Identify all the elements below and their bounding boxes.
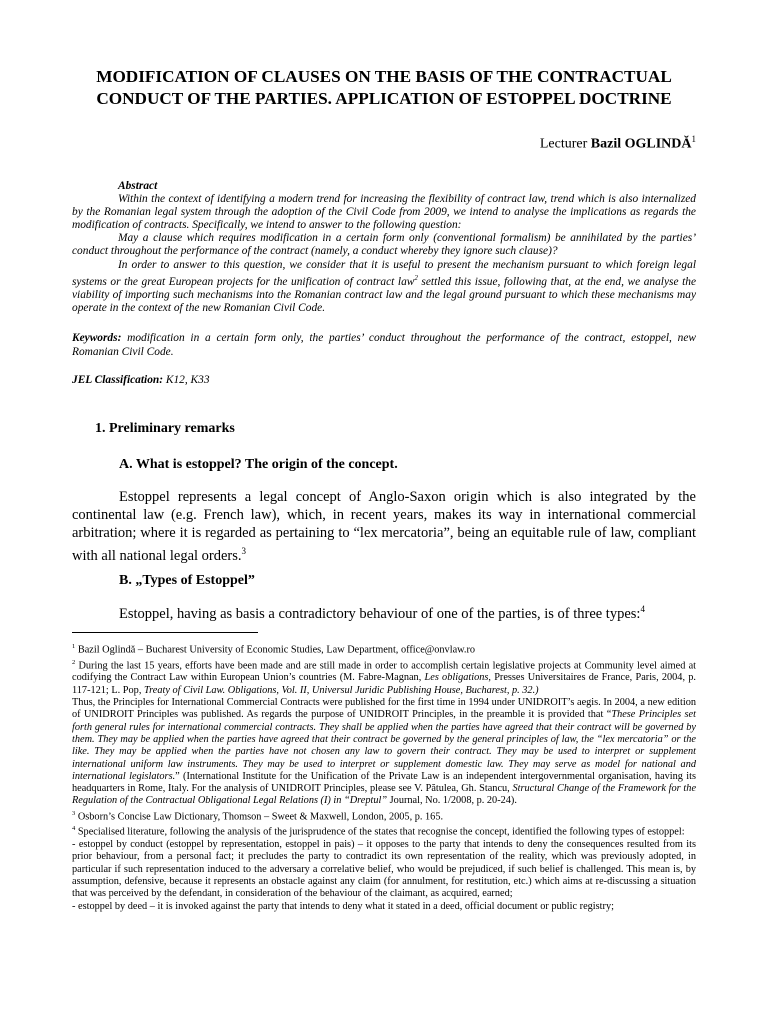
jel-label: JEL Classification:	[72, 374, 164, 386]
footnote-4-item-conduct: - estoppel by conduct (estoppel by representation, estoppel in pais) – it opposes to the party that intends to deny the consequences resulted from its prior behaviour, from a personal fact; it precludes the party to contradict its own representation of the reality, which was previously adopted, in particular if such representation induced to the adversary a correlative belief, who would be prejudiced, if such belief is challenged. This mean is, by assumption, defensive, because it represents an obstacle against any claim (for annulment, for restitution, etc.) which aims at re-discussing a situation that was perceived by the defendant, in consideration of the behaviour of the claimant, as acquired, earned;	[72, 839, 696, 900]
abstract	[72, 180, 696, 315]
footnote-ref-4: 4	[640, 604, 645, 614]
subsection-heading-estoppel-origin: A. What is estoppel? The origin of the concept.	[119, 457, 398, 472]
abstract-paragraph-1: Within the context of identifying a modern trend for increasing the flexibility of contract law, trend which is also internalized by the Romanian legal system through the adoption of the Civil Code from 2009, we intend to analyse the implications as regards the modification of contracts. Specifically, we intend to answer to the following question:	[72, 193, 696, 232]
author-role: Lecturer	[539, 136, 588, 152]
footnotes	[72, 641, 696, 913]
jel-value: K12, K33	[163, 374, 210, 386]
section-heading-preliminary: 1. Preliminary remarks	[95, 421, 235, 436]
subsection-heading-types: B. „Types of Estoppel”	[119, 573, 255, 588]
abstract-heading: Abstract	[118, 180, 158, 192]
footnote-3: $^3$ Osborn’s Concise Law Dictionary, Thomson – Sweet & Maxwell, London, 2005, p. 165.	[72, 809, 444, 823]
body-paragraph-estoppel: Estoppel represents a legal concept of Anglo-Saxon origin which is also integrated by the continental law (e.g. French law), which, in recent years, makes its way in international commercial arbitration; where it is regarded as pertaining to “lex mercatoria”, being an equitable rule of law, compliant with all national legal orders.$^3$	[72, 489, 696, 564]
footnote-2: $^2$ During the last 15 years, efforts have been made and are still made in order to accomplish certain legislative projects at Community level aimed at codifying the Contract Law within European Union’s countries (M. Fabre-Magnan, Les obligations, Presses Universitaires de France, Paris, 2004, p. 117-121; L. Pop, Treaty of Civil Law. Obligations, Vol. II, Universul Juridic Publishing House, Bucharest, p. 32.)	[72, 658, 696, 696]
jel-classification	[72, 374, 210, 386]
footnote-4-item-deed: - estoppel by deed – it is invoked against the party that intends to deny what it stated in a deed, official document or public registry;	[72, 900, 614, 912]
abstract-paragraph-2: May a clause which requires modification in a certain form only (conventional formalism) be annihilated by the parties’ conduct throughout the performance of the contract (namely, a conduct whereby they ignore such clause)?	[72, 232, 696, 258]
keywords-value: modification in a certain form only, the parties’ conduct throughout the performance of the contract, estoppel, new Romanian Civil Code.	[72, 332, 696, 358]
footnote-ref-3: 3	[241, 546, 247, 556]
paper-title	[72, 66, 696, 110]
abstract-paragraph-3: In order to answer to this question, we consider that it is useful to present the mechanism pursuant to which foreign legal systems or the great European projects for the unification of contract law$^2$ settled this issue, following that, at the end, we analyse the viability of importing such mechanisms into the Romanian contract law and the legal ground pursuant to which these mechanisms may operate in the context of the new Romanian Civil Code.	[72, 258, 696, 314]
footnote-2-continued: Thus, the Principles for International Commercial Contracts were published for the first time in 1994 under UNIDROIT’s aegis. In 2004, a new edition of UNIDROIT Principles was published. As regards the purpose of UNIDROIT Principles, in the preamble it is provided that “These Principles set forth general rules for international commercial contracts. They shall be applied when the parties have agreed that their contract will be governed by them. They may be applied when the parties have agreed that their contract be governed by the general principles of law, the “lex mercatoria” or the like. They may be applied when the parties have not chosen any law to govern their contract. They may be used to interpret or supplement international uniform law instruments. They may be used to interpret or supplement domestic law. They may serve as model for national and international legislators.” (International Institute for the Unification of the Private Law is an independent intergovernmental organisation, having its headquarters in Rome, Italy. For the analysis of UNIDROIT Principles, please see V. Pătulea, Gh. Stancu, Structural Change of the Framework for the Regulation of the Contractual Obligational Legal Relations (I) in “Dreptul” Journal, No. 1/2008, p. 20-24).	[72, 697, 697, 807]
title-line-2: CONDUCT OF THE PARTIES. APPLICATION OF ESTOPPEL DOCTRINE	[96, 89, 672, 108]
footnote-separator	[72, 632, 258, 633]
author-name: Bazil OGLINDĂ	[590, 136, 692, 152]
footnote-1: $^1$ Bazil Oglindă – Bucharest University of Economic Studies, Law Department, office@onvlaw.ro	[72, 643, 476, 656]
keywords	[72, 332, 696, 359]
title-line-1: MODIFICATION OF CLAUSES ON THE BASIS OF THE CONTRACTUAL	[96, 67, 672, 86]
author-line	[540, 134, 696, 153]
author-footnote-ref: 1	[691, 134, 696, 144]
footnote-4: $^4$ Specialised literature, following the analysis of the jurisprudence of the states that recognise the concept, identified the following types of estoppel:	[72, 825, 685, 838]
keywords-label: Keywords:	[72, 332, 122, 344]
footnote-ref-2: 2	[414, 273, 418, 282]
body-paragraph-types: Estoppel, having as basis a contradictory behaviour of one of the parties, is of three types:$^4$	[119, 604, 645, 622]
